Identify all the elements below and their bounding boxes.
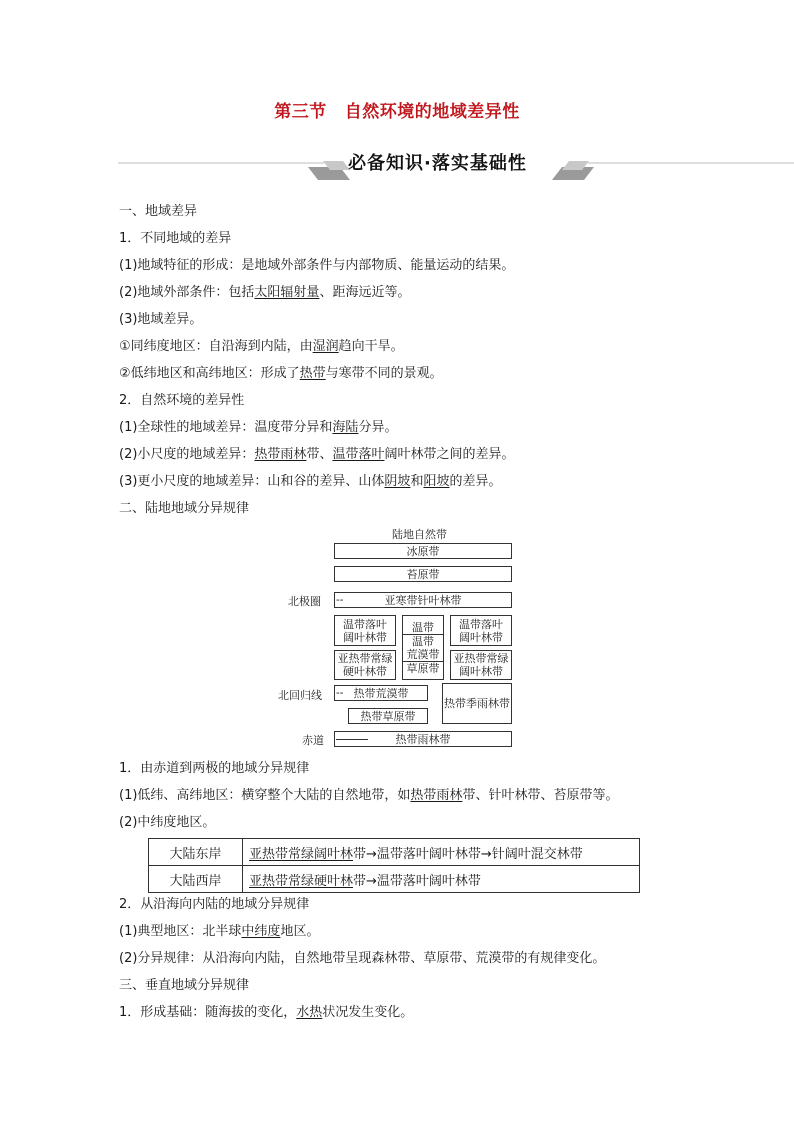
text-line: (2)小尺度的地域差异：热带雨林带、温带落叶阔叶林带之间的差异。 xyxy=(119,447,515,462)
subheading-4: 2．从沿海向内陆的地域分异规律 xyxy=(119,897,310,912)
text-line: (3)地域差异。 xyxy=(119,312,203,327)
subheading-2: 2．自然环境的差异性 xyxy=(119,393,245,408)
section-number: 第三节 xyxy=(274,102,327,122)
table-row xyxy=(149,839,640,866)
page-title xyxy=(0,97,794,122)
answer-underline: 海陆 xyxy=(332,420,359,435)
table-cell: 亚热带常绿硬叶林带→温带落叶阔叶林带 xyxy=(243,866,640,893)
answer-underline: 水热 xyxy=(296,1005,323,1020)
zone-rainforest: 热带雨林带 xyxy=(334,731,512,747)
dash-marker: -- xyxy=(336,686,344,699)
zone-tropical-monsoon: 热带季雨林带 xyxy=(442,683,512,724)
subheading-1: 1．不同地域的差异 xyxy=(119,231,232,246)
table-cell: 亚热带常绿阔叶林带→温带落叶阔叶林带→针阔叶混交林带 xyxy=(243,839,640,866)
answer-underline: 温带落叶 xyxy=(332,447,385,462)
zone-temperate-deciduous-west: 温带落叶 阔叶林带 xyxy=(334,615,396,646)
text-line: (3)更小尺度的地域差异：山和谷的差异、山体阴坡和阳坡的差异。 xyxy=(119,474,502,489)
answer-underline: 太阳辐射量 xyxy=(254,285,320,300)
text-line: (1)典型地区：北半球中纬度地区。 xyxy=(119,924,320,939)
tropic-of-cancer-label: 北回归线 xyxy=(278,689,322,702)
zone-subarctic: 亚寒带针叶林带 xyxy=(334,592,512,608)
answer-underline: 热带雨林 xyxy=(410,788,463,803)
zone-tundra: 苔原带 xyxy=(334,566,512,582)
zone-subtropical-sclerophyll: 亚热带常绿 硬叶林带 xyxy=(334,650,396,680)
zone-tropical-desert: 热带荒漠带 xyxy=(334,685,428,701)
table-row xyxy=(149,866,640,893)
subheading-3: 1．由赤道到两极的地域分异规律 xyxy=(119,761,310,776)
banner-label: 必备知识·落实基础性 xyxy=(348,153,527,174)
text-line: ②低纬地区和高纬地区：形成了热带与寒带不同的景观。 xyxy=(119,366,443,381)
answer-underline: 阳坡 xyxy=(423,474,450,489)
answer-underline: 中纬度 xyxy=(241,924,281,939)
text-line: (2)中纬度地区。 xyxy=(119,815,216,830)
diagram-title: 陆地自然带 xyxy=(392,528,447,541)
heading-1: 一、地域差异 xyxy=(119,204,198,219)
zone-ice: 冰原带 xyxy=(334,543,512,559)
table-cell-header: 大陆西岸 xyxy=(149,866,243,893)
answer-underline: 热带 xyxy=(299,366,326,381)
text-line: ①同纬度地区：自沿海到内陆，由湿润趋向干旱。 xyxy=(119,339,404,354)
answer-underline: 阴坡 xyxy=(384,474,411,489)
natural-zone-diagram xyxy=(270,523,530,753)
table-cell-header: 大陆东岸 xyxy=(149,839,243,866)
text-line: (1)地域特征的形成：是地域外部条件与内部物质、能量运动的结果。 xyxy=(119,258,515,273)
equator-line xyxy=(336,739,368,740)
section-name: 自然环境的地域差异性 xyxy=(344,102,520,122)
zone-savanna: 热带草原带 xyxy=(348,708,428,724)
text-line: (2)分异规律：从沿海向内陆，自然地带呈现森林带、草原带、荒漠带的有规律变化。 xyxy=(119,951,606,966)
dash-marker: -- xyxy=(336,593,344,606)
text-line: (1)低纬、高纬地区：横穿整个大陆的自然地带，如热带雨林带、针叶林带、苔原带等。 xyxy=(119,788,619,803)
equator-label: 赤道 xyxy=(302,734,324,747)
zone-temperate-deciduous-east: 温带落叶 阔叶林带 xyxy=(450,615,512,646)
text-line: 1．形成基础：随海拔的变化，水热状况发生变化。 xyxy=(119,1005,414,1020)
text-line: (2)地域外部条件：包括太阳辐射量、距海远近等。 xyxy=(119,285,411,300)
zone-subtropical-evergreen: 亚热带常绿 阔叶林带 xyxy=(450,650,512,680)
mid-latitude-table xyxy=(148,838,640,893)
heading-2: 二、陆地地域分异规律 xyxy=(119,501,250,516)
heading-3: 三、垂直地域分异规律 xyxy=(119,978,250,993)
answer-underline: 热带雨林 xyxy=(254,447,307,462)
zone-temperate-interior: 温带 温带 荒漠带 草原带 xyxy=(402,615,444,680)
text-line: (1)全球性的地域差异：温度带分异和海陆分异。 xyxy=(119,420,398,435)
arctic-circle-label: 北极圈 xyxy=(288,595,321,608)
answer-underline: 湿润 xyxy=(312,339,339,354)
